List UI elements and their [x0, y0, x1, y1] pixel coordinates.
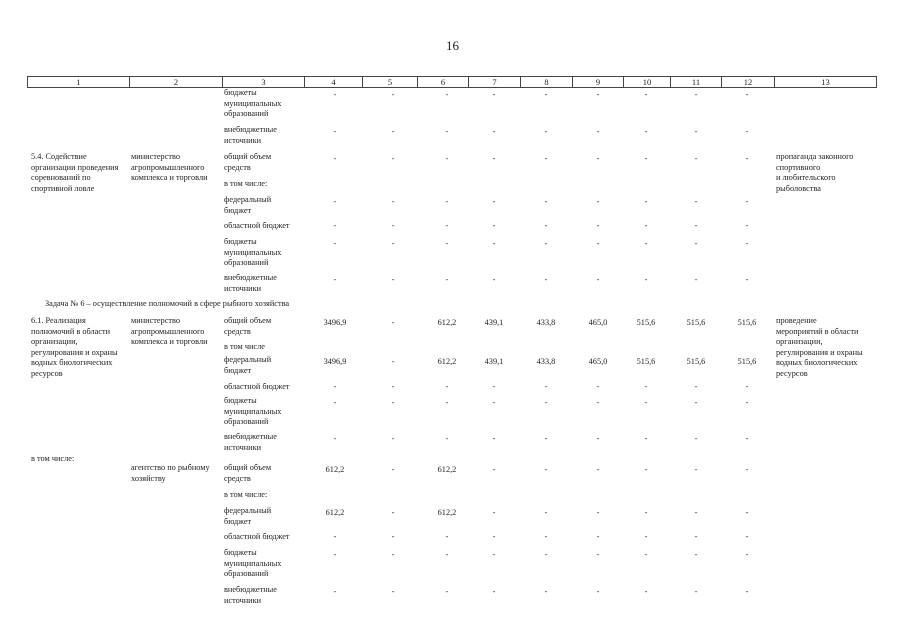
col-num: 13 — [775, 77, 877, 88]
value-cell: - — [544, 221, 548, 230]
value-cell: - — [694, 508, 698, 517]
value-cell: - — [644, 587, 648, 596]
expected-result: ресурсов — [776, 368, 808, 378]
activity-name: 6.1. Реализация — [31, 316, 86, 325]
value-cell: - — [745, 127, 749, 136]
source-label: муниципальных — [224, 558, 282, 568]
value-cell: - — [445, 275, 449, 284]
value-cell: - — [694, 154, 698, 163]
activity-name: ресурсов — [31, 368, 63, 378]
value-cell: - — [544, 508, 548, 517]
source-label: образований — [224, 417, 269, 426]
value-cell: - — [694, 90, 698, 99]
value-cell: - — [333, 239, 337, 248]
source-label: образований — [224, 109, 269, 118]
executor: министерство — [131, 152, 181, 161]
source-label: федеральный — [224, 506, 272, 515]
source-label: общий объем — [224, 463, 272, 472]
executor: агропромышленного — [131, 162, 205, 172]
source-label: в том числе: — [31, 454, 75, 463]
executor: комплекса и торговли — [131, 173, 208, 182]
value-cell: - — [391, 532, 395, 541]
value-cell: 433,8 — [536, 357, 556, 366]
value-cell: - — [694, 275, 698, 284]
source-label: в том числе: — [224, 490, 268, 499]
value-cell: - — [492, 127, 496, 136]
source-label: муниципальных — [224, 98, 282, 108]
col-num: 10 — [624, 77, 671, 88]
value-cell: - — [745, 532, 749, 541]
source-label: бюджет — [224, 205, 252, 215]
expected-result: спортивного — [776, 162, 821, 172]
expected-result: мероприятий в области — [776, 326, 859, 336]
value-cell: - — [445, 197, 449, 206]
value-cell: - — [544, 90, 548, 99]
value-cell: - — [445, 382, 449, 391]
value-cell: 612,2 — [437, 318, 457, 327]
value-cell: 433,8 — [536, 318, 556, 327]
task-heading: Задача № 6 – осуществление полномочий в сфере рыбного хозяйства — [45, 299, 290, 308]
value-cell: - — [745, 221, 749, 230]
value-cell: - — [596, 127, 600, 136]
value-cell: - — [391, 90, 395, 99]
value-cell: - — [492, 90, 496, 99]
value-cell: - — [596, 382, 600, 391]
value-cell: 612,2 — [437, 508, 457, 517]
expected-result: организации, — [776, 337, 823, 346]
value-cell: - — [333, 221, 337, 230]
value-cell: - — [596, 90, 600, 99]
value-cell: - — [644, 550, 648, 559]
source-label: муниципальных — [224, 406, 282, 416]
value-cell: - — [745, 587, 749, 596]
value-cell: - — [492, 508, 496, 517]
activity-name: спортивной ловле — [31, 183, 95, 193]
value-cell: - — [544, 398, 548, 407]
value-cell: - — [745, 398, 749, 407]
source-label: общий объем — [224, 316, 272, 325]
value-cell: - — [333, 154, 337, 163]
value-cell: - — [445, 587, 449, 596]
source-label: внебюджетные — [224, 125, 277, 134]
value-cell: - — [492, 465, 496, 474]
value-cell: - — [492, 275, 496, 284]
value-cell: - — [694, 532, 698, 541]
value-cell: - — [644, 127, 648, 136]
value-cell: 612,2 — [325, 465, 345, 474]
col-num: 1 — [28, 77, 130, 88]
value-cell: - — [333, 587, 337, 596]
col-num: 11 — [671, 77, 722, 88]
value-cell: - — [391, 357, 395, 366]
col-num: 2 — [130, 77, 223, 88]
value-cell: - — [694, 127, 698, 136]
source-label: внебюджетные — [224, 432, 277, 441]
col-num: 7 — [469, 77, 521, 88]
value-cell: - — [492, 532, 496, 541]
source-label: бюджеты — [224, 548, 257, 557]
value-cell: - — [544, 275, 548, 284]
value-cell: - — [644, 239, 648, 248]
value-cell: - — [333, 197, 337, 206]
value-cell: 465,0 — [588, 318, 608, 327]
value-cell: 3496,9 — [323, 318, 347, 327]
value-cell: - — [644, 197, 648, 206]
value-cell: - — [596, 221, 600, 230]
expected-result: и любительского — [776, 173, 836, 182]
value-cell: 612,2 — [437, 357, 457, 366]
value-cell: - — [333, 90, 337, 99]
value-cell: - — [333, 434, 337, 443]
value-cell: - — [391, 382, 395, 391]
source-label: образований — [224, 569, 269, 578]
value-cell: - — [596, 465, 600, 474]
activity-name: организации проведения — [31, 162, 119, 172]
source-label: источники — [224, 595, 262, 605]
col-num: 12 — [722, 77, 775, 88]
value-cell: - — [694, 398, 698, 407]
value-cell: - — [333, 532, 337, 541]
source-label: средств — [224, 473, 251, 483]
value-cell: - — [391, 550, 395, 559]
value-cell: - — [596, 275, 600, 284]
value-cell: - — [596, 398, 600, 407]
value-cell: - — [445, 398, 449, 407]
column-number-header — [27, 76, 877, 88]
value-cell: - — [492, 587, 496, 596]
value-cell: - — [445, 532, 449, 541]
activity-name: организации, — [31, 337, 78, 346]
value-cell: - — [745, 154, 749, 163]
value-cell: - — [391, 587, 395, 596]
expected-result: рыболовства — [776, 183, 821, 193]
executor: министерство — [131, 316, 181, 325]
value-cell: - — [644, 382, 648, 391]
source-label: областной бюджет — [224, 221, 290, 230]
value-cell: - — [391, 154, 395, 163]
source-label: источники — [224, 442, 262, 452]
value-cell: 439,1 — [484, 318, 504, 327]
source-label: общий объем — [224, 152, 272, 161]
value-cell: - — [694, 550, 698, 559]
activity-name: водных биологических — [31, 358, 113, 367]
value-cell: - — [391, 318, 395, 327]
value-cell: - — [544, 550, 548, 559]
value-cell: - — [445, 550, 449, 559]
value-cell: - — [333, 550, 337, 559]
value-cell: - — [492, 382, 496, 391]
page-number: 16 — [446, 38, 459, 53]
col-num: 9 — [573, 77, 624, 88]
activity-name: 5.4. Содействие — [31, 152, 87, 161]
value-cell: - — [492, 434, 496, 443]
value-cell: - — [644, 465, 648, 474]
value-cell: - — [391, 465, 395, 474]
executor: агентство по рыбному — [131, 463, 210, 472]
value-cell: 3496,9 — [323, 357, 347, 366]
value-cell: - — [445, 239, 449, 248]
source-label: средств — [224, 326, 251, 336]
value-cell: 439,1 — [484, 357, 504, 366]
value-cell: - — [644, 90, 648, 99]
value-cell: - — [544, 587, 548, 596]
value-cell: - — [391, 434, 395, 443]
col-num: 8 — [521, 77, 573, 88]
value-cell: - — [745, 382, 749, 391]
source-label: бюджет — [224, 365, 252, 375]
expected-result: проведение — [776, 316, 817, 325]
value-cell: - — [492, 239, 496, 248]
expected-result: регулирования и охраны — [776, 347, 863, 357]
value-cell: - — [333, 398, 337, 407]
expected-result: пропаганда законного — [776, 152, 854, 161]
source-label: средств — [224, 162, 251, 172]
value-cell: - — [391, 221, 395, 230]
value-cell: - — [694, 434, 698, 443]
source-label: в том числе: — [224, 179, 268, 188]
value-cell: - — [596, 154, 600, 163]
source-label: областной бюджет — [224, 532, 290, 541]
value-cell: - — [445, 434, 449, 443]
value-cell: - — [544, 434, 548, 443]
value-cell: - — [445, 221, 449, 230]
executor: агропромышленного — [131, 326, 205, 336]
value-cell: - — [745, 197, 749, 206]
executor: комплекса и торговли — [131, 337, 208, 346]
value-cell: - — [333, 275, 337, 284]
value-cell: - — [694, 239, 698, 248]
value-cell: - — [391, 239, 395, 248]
value-cell: - — [445, 127, 449, 136]
value-cell: - — [391, 127, 395, 136]
source-label: в том числе — [224, 342, 265, 351]
value-cell: - — [596, 587, 600, 596]
value-cell: - — [544, 197, 548, 206]
source-label: бюджеты — [224, 88, 257, 97]
value-cell: 515,6 — [737, 318, 757, 327]
value-cell: 515,6 — [636, 357, 656, 366]
expected-result: водных биологических — [776, 358, 858, 367]
value-cell: - — [333, 127, 337, 136]
source-label: источники — [224, 135, 262, 145]
col-num: 4 — [305, 77, 363, 88]
value-cell: - — [492, 197, 496, 206]
source-label: муниципальных — [224, 247, 282, 257]
value-cell: - — [745, 434, 749, 443]
value-cell: - — [745, 465, 749, 474]
value-cell: - — [596, 532, 600, 541]
value-cell: - — [333, 382, 337, 391]
source-label: бюджеты — [224, 396, 257, 405]
value-cell: - — [644, 275, 648, 284]
source-label: внебюджетные — [224, 273, 277, 282]
value-cell: - — [745, 550, 749, 559]
value-cell: - — [445, 90, 449, 99]
value-cell: 515,6 — [636, 318, 656, 327]
value-cell: 465,0 — [588, 357, 608, 366]
value-cell: - — [544, 532, 548, 541]
value-cell: - — [694, 221, 698, 230]
value-cell: - — [492, 154, 496, 163]
value-cell: - — [644, 532, 648, 541]
value-cell: 515,6 — [686, 357, 706, 366]
value-cell: - — [596, 197, 600, 206]
source-label: образований — [224, 258, 269, 267]
value-cell: - — [694, 197, 698, 206]
value-cell: - — [492, 221, 496, 230]
value-cell: - — [492, 550, 496, 559]
value-cell: - — [596, 239, 600, 248]
value-cell: 515,6 — [686, 318, 706, 327]
source-label: областной бюджет — [224, 382, 290, 391]
value-cell: - — [596, 434, 600, 443]
value-cell: - — [544, 127, 548, 136]
value-cell: 612,2 — [325, 508, 345, 517]
value-cell: - — [644, 398, 648, 407]
value-cell: - — [596, 550, 600, 559]
value-cell: - — [391, 398, 395, 407]
value-cell: 515,6 — [737, 357, 757, 366]
value-cell: - — [596, 508, 600, 517]
value-cell: 612,2 — [437, 465, 457, 474]
activity-name: соревнований по — [31, 173, 91, 182]
value-cell: - — [745, 90, 749, 99]
source-label: бюджеты — [224, 237, 257, 246]
value-cell: - — [544, 154, 548, 163]
value-cell: - — [544, 239, 548, 248]
col-num: 6 — [418, 77, 469, 88]
value-cell: - — [745, 275, 749, 284]
col-num: 3 — [223, 77, 305, 88]
value-cell: - — [544, 465, 548, 474]
value-cell: - — [644, 508, 648, 517]
col-num: 5 — [363, 77, 418, 88]
value-cell: - — [745, 239, 749, 248]
value-cell: - — [391, 275, 395, 284]
value-cell: - — [745, 508, 749, 517]
activity-name: полномочий в области — [31, 326, 111, 336]
value-cell: - — [492, 398, 496, 407]
source-label: федеральный — [224, 355, 272, 364]
value-cell: - — [694, 587, 698, 596]
value-cell: - — [644, 434, 648, 443]
value-cell: - — [644, 221, 648, 230]
activity-name: регулирования и охраны — [31, 347, 118, 357]
value-cell: - — [694, 465, 698, 474]
value-cell: - — [694, 382, 698, 391]
source-label: федеральный — [224, 195, 272, 204]
value-cell: - — [445, 154, 449, 163]
executor: хозяйству — [131, 473, 166, 483]
value-cell: - — [544, 382, 548, 391]
value-cell: - — [391, 508, 395, 517]
source-label: бюджет — [224, 516, 252, 526]
value-cell: - — [644, 154, 648, 163]
source-label: источники — [224, 283, 262, 293]
source-label: внебюджетные — [224, 585, 277, 594]
value-cell: - — [391, 197, 395, 206]
